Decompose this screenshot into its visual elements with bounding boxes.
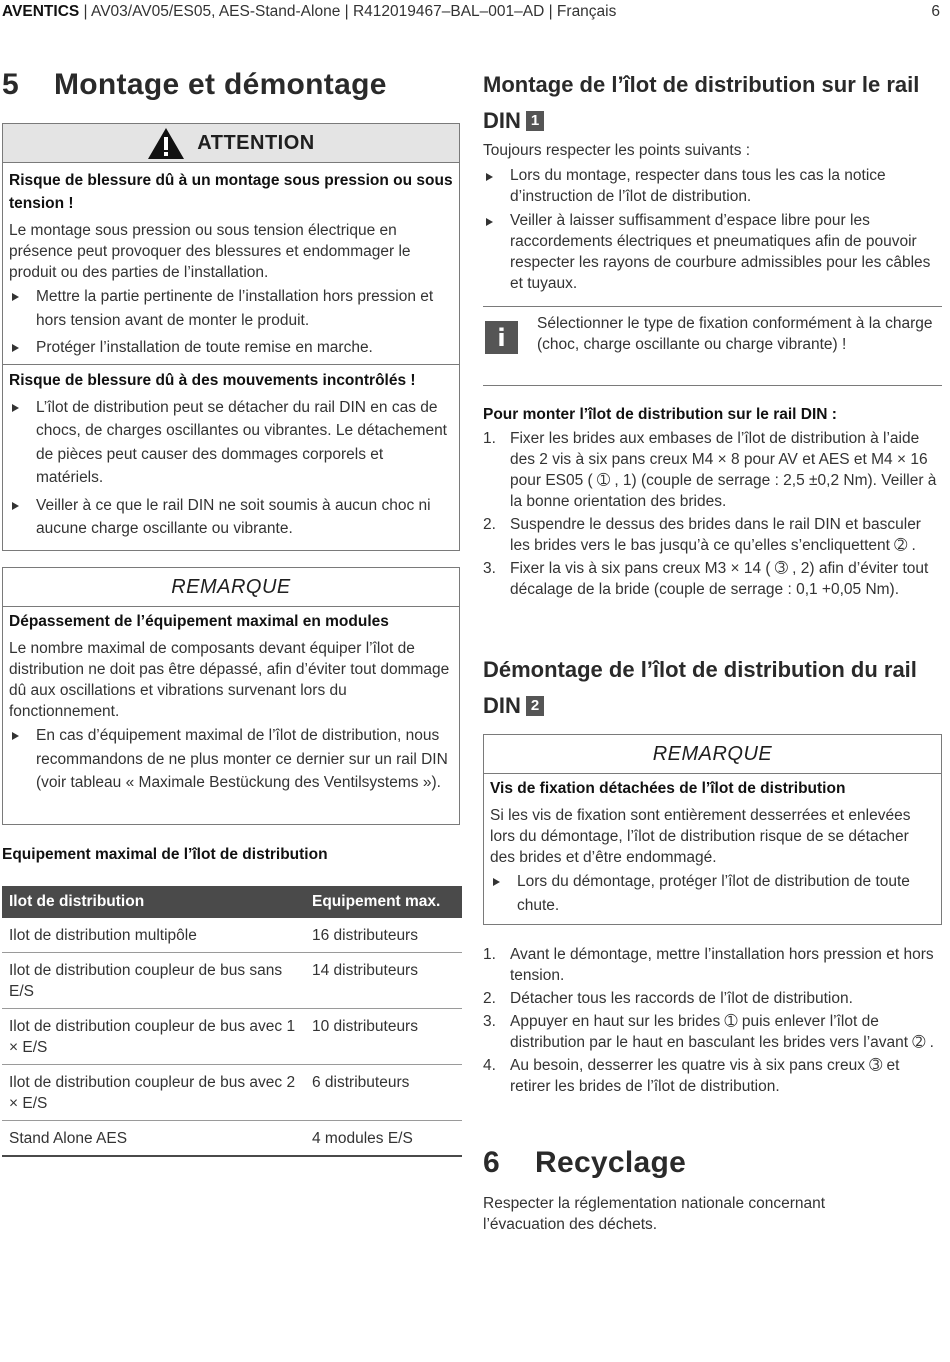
remarque-subtitle: Dépassement de l’équipement maximal en modules (9, 613, 389, 630)
section-number: 6 (483, 1146, 500, 1179)
demontage-steps (483, 944, 942, 1097)
montage-steps (483, 428, 942, 600)
hazard-1-text: Le montage sous pression ou sous tension électrique en présence peut provoquer des blessures et endommager le produit ou des parties de l’installation. (9, 222, 411, 281)
info-note (483, 306, 942, 386)
montage-title: Montage de l’îlot de distribution sur le rail DIN (483, 72, 920, 133)
remarque-box-1 (2, 567, 460, 825)
table-row (2, 918, 462, 953)
list-item: 2. Détacher tous les raccords de l’îlot de distribution. (483, 990, 853, 1007)
warning-icon (147, 127, 185, 160)
section-6-heading (483, 1146, 686, 1180)
list-item: En cas d’équipement maximal de l’îlot de distribution, nous recommandons de ne plus monter ce dernier sur un rail DIN (voir tableau « Maximale Bestückung des Ventilsystems »). (9, 724, 453, 795)
header-brand: AVENTICS (2, 3, 80, 20)
recyclage-text: Respecter la réglementation nationale concernant l’évacuation des déchets. (483, 1195, 826, 1233)
column-header: Equipement max. (305, 886, 462, 918)
table-row (2, 1009, 462, 1065)
attention-content (3, 169, 459, 541)
list-item: Veiller à ce que le rail DIN ne soit soumis à aucun choc ni aucune charge oscillante ou vibrante. (9, 494, 453, 541)
step-text: Avant le démontage, mettre l’installation hors pression et hors tension. (510, 946, 934, 984)
table-header-row (2, 886, 462, 918)
figure-badge: 1 (526, 111, 544, 131)
list-item: 1. Fixer les brides aux embases de l’îlot de distribution à l’aide des 2 vis à six pans creux M4 × 8 pour AV et AES et M4 × 16 pour ES05 ( ➀ , 1) (couple de serrage : 2,5 ±0,2 Nm). Veiller à la bonne orientation des brides. (483, 430, 937, 510)
hazard-2-title: Risque de blessure dû à des mouvements incontrôlés ! (9, 371, 416, 389)
steps-title: Pour monter l’îlot de distribution sur le rail DIN : (483, 406, 837, 423)
remarque-box-2 (483, 734, 942, 925)
hazard-1-bullets (9, 285, 453, 360)
header-line (2, 3, 616, 21)
section-title: Recyclage (535, 1146, 687, 1179)
attention-box (2, 123, 460, 551)
remarque-subtitle: Vis de fixation détachées de l’îlot de distribution (490, 780, 846, 797)
page-number: 6 (931, 3, 940, 20)
montage-bullets (483, 165, 942, 294)
step-text: Détacher tous les raccords de l’îlot de distribution. (510, 990, 853, 1007)
remarque-title: REMARQUE (3, 568, 459, 607)
table-row (2, 953, 462, 1009)
divider (3, 364, 459, 365)
table-cell: 16 distributeurs (305, 918, 462, 953)
table-row (2, 1121, 462, 1157)
step-text: Au besoin, desserrer les quatre vis à six pans creux ➂ et retirer les brides de l’îlot de distribution. (510, 1057, 900, 1095)
table-caption: Equipement maximal de l’îlot de distribution (2, 846, 328, 863)
list-item: Lors du démontage, protéger l’îlot de distribution de toute chute. (490, 870, 935, 917)
table-cell: Stand Alone AES (2, 1121, 305, 1157)
list-item: Veiller à laisser suffisamment d’espace libre pour les raccordements électriques et pneumatiques afin de pouvoir respecter les rayons de courbure admissibles pour les câbles et tuyaux. (483, 210, 942, 294)
table-cell: 6 distributeurs (305, 1065, 462, 1121)
list-item: 2. Suspendre le dessus des brides dans le rail DIN et basculer les brides vers le bas jusqu’à ce qu’elles s’encliquettent ➁ . (483, 516, 921, 554)
step-text: Appuyer en haut sur les brides ➀ puis enlever l’îlot de distribution par le haut en basculant les brides vers l’avant ➁ . (510, 1013, 934, 1051)
remarque-content (484, 777, 941, 917)
section-title: Montage et démontage (54, 68, 387, 101)
remarque-bullets (9, 724, 453, 795)
table-cell: Ilot de distribution coupleur de bus avec 2 × E/S (2, 1065, 305, 1121)
section-number: 5 (2, 68, 19, 101)
figure-badge: 2 (526, 696, 544, 716)
remarque-text: Si les vis de fixation sont entièrement desserrées et enlevées lors du démontage, l’îlot de distribution risque de se détacher des brides et d’être endommagé. (490, 807, 911, 866)
step-text: Suspendre le dessus des brides dans le rail DIN et basculer les brides vers le bas jusqu’à ce qu’elles s’encliquettent ➁ . (510, 516, 921, 554)
hazard-2-bullets (9, 396, 453, 541)
remarque-bullets (490, 870, 935, 917)
header-text: | AV03/AV05/ES05, AES-Stand-Alone | R412019467–BAL–001–AD | Français (79, 3, 617, 20)
list-item: 3. Fixer la vis à six pans creux M3 × 14 ( ➂ , 2) afin d’éviter tout décalage de la bride (couple de serrage : 0,1 +0,05 Nm). (483, 560, 929, 598)
table-row (2, 1065, 462, 1121)
attention-title-bar (3, 124, 459, 163)
attention-title: ATTENTION (197, 131, 315, 154)
remarque-title: REMARQUE (484, 735, 941, 774)
list-item: 1. Avant le démontage, mettre l’installation hors pression et hors tension. (483, 946, 934, 984)
page-header (0, 0, 950, 26)
montage-intro: Toujours respecter les points suivants : (483, 142, 751, 159)
table-cell: Ilot de distribution coupleur de bus avec 1 × E/S (2, 1009, 305, 1065)
step-text: Fixer la vis à six pans creux M3 × 14 ( ➂ , 2) afin d’éviter tout décalage de la bride (couple de serrage : 0,1 +0,05 Nm). (510, 560, 929, 598)
demontage-heading (483, 652, 923, 724)
section-5-heading (2, 68, 387, 102)
column-header: Ilot de distribution (2, 886, 305, 918)
list-item: Lors du montage, respecter dans tous les cas la notice d’instruction de l’îlot de distribution. (483, 165, 942, 207)
demontage-title: Démontage de l’îlot de distribution du rail DIN (483, 657, 917, 718)
montage-heading (483, 67, 923, 139)
table-cell: Ilot de distribution multipôle (2, 918, 305, 953)
info-icon: i (485, 321, 518, 354)
table-cell: 10 distributeurs (305, 1009, 462, 1065)
list-item: 3. Appuyer en haut sur les brides ➀ puis enlever l’îlot de distribution par le haut en basculant les brides vers l’avant ➁ . (483, 1013, 934, 1051)
table-cell: 14 distributeurs (305, 953, 462, 1009)
list-item: Protéger l’installation de toute remise en marche. (9, 336, 453, 360)
equipment-table (2, 886, 462, 1157)
table-cell: Ilot de distribution coupleur de bus sans E/S (2, 953, 305, 1009)
remarque-text: Le nombre maximal de composants devant équiper l’îlot de distribution ne doit pas être dépassé, afin d’éviter tout dommage dû aux oscillations et vibrations survenant lors du fonctionnement. (9, 640, 450, 720)
remarque-content (3, 610, 459, 795)
list-item: L’îlot de distribution peut se détacher du rail DIN en cas de chocs, de charges oscillantes ou vibrantes. Le détachement de pièces peut causer des dommages corporels et matériels. (9, 396, 453, 490)
list-item: 4. Au besoin, desserrer les quatre vis à six pans creux ➂ et retirer les brides de l’îlot de distribution. (483, 1057, 900, 1095)
step-text: Fixer les brides aux embases de l’îlot de distribution à l’aide des 2 vis à six pans creux M4 × 8 pour AV et AES et M4 × 16 pour ES05 ( ➀ , 1) (couple de serrage : 2,5 ±0,2 Nm). Veiller à la bonne orientation des brides. (510, 430, 937, 510)
info-text: Sélectionner le type de fixation conformément à la charge (choc, charge oscillante ou charge vibrante) ! (537, 315, 933, 353)
hazard-1-title: Risque de blessure dû à un montage sous pression ou sous tension ! (9, 172, 453, 212)
table-cell: 4 modules E/S (305, 1121, 462, 1157)
list-item: Mettre la partie pertinente de l’installation hors pression et hors tension avant de monter le produit. (9, 285, 453, 332)
